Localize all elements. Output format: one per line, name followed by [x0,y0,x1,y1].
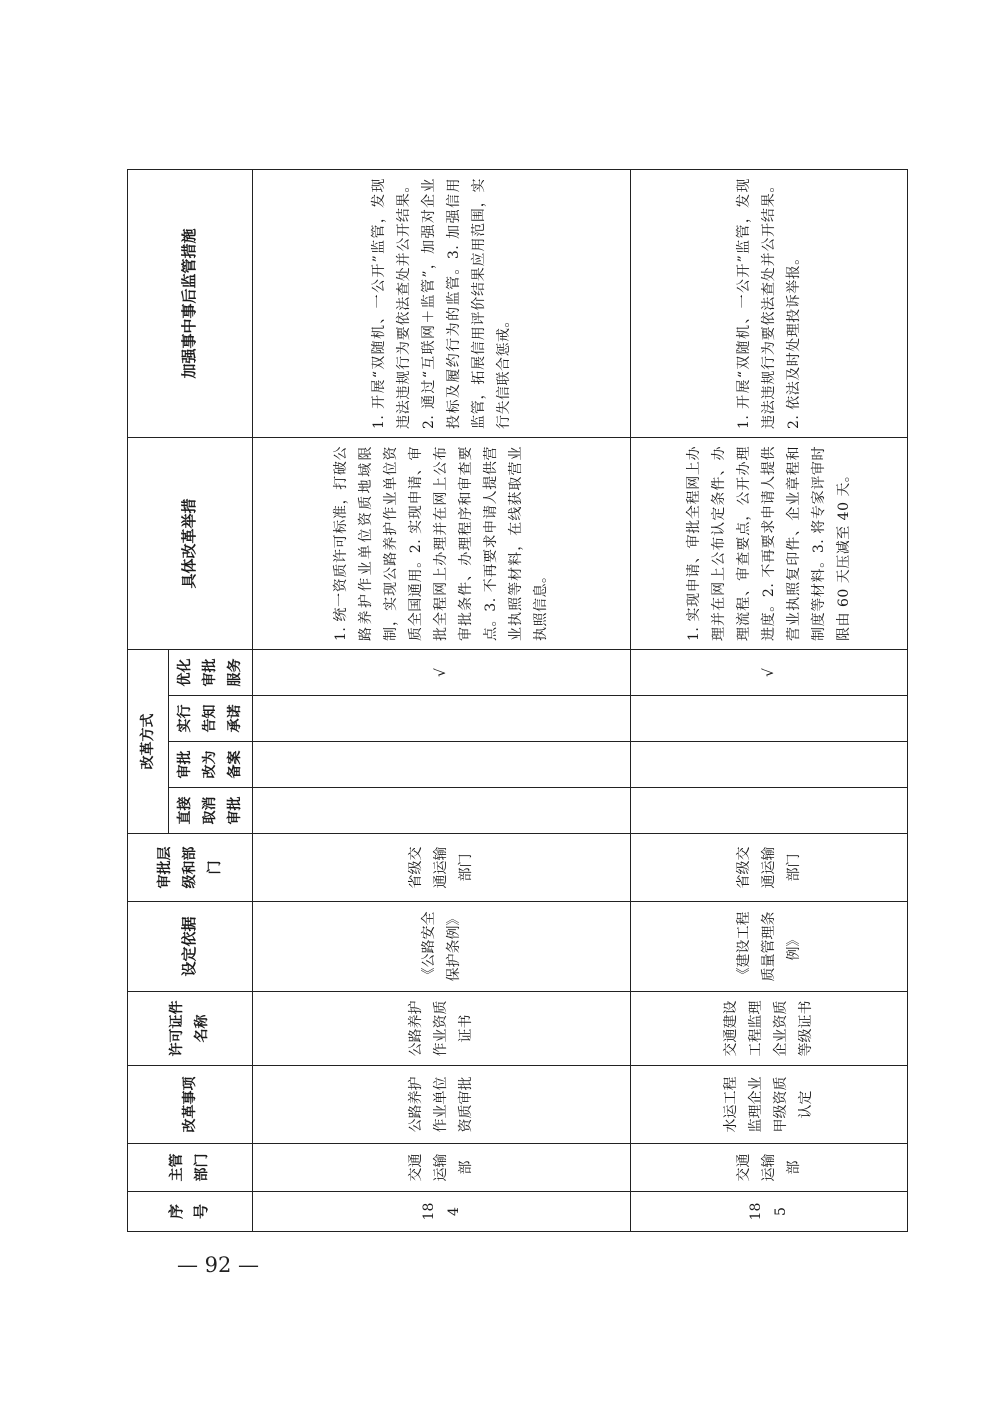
row-seq: 184 [253,1192,631,1232]
row-measures: 1. 实现申请、审批全程网上办理并在网上公布认定条件、办理流程、审查要点，公开办理进度。2. 不再要求申请人提供营业执照复印件、企业章程和制度等材料。3. 将专家评审时限由 60 天压减至 40 天。 [631,438,908,650]
header-level: 审批层级和部门 [128,834,253,902]
header-m1: 直接取消审批 [169,788,253,834]
row-supervision: 1. 开展“双随机、一公开”监管，发现违法违规行为要依法查处并公开结果。2. 依法及时处理投诉举报。 [631,170,908,438]
row-basis: 《公路安全保护条例》 [253,902,631,992]
row-level: 省级交通运输部门 [253,834,631,902]
header-m2: 审批改为备案 [169,742,253,788]
header-measures: 具体改革举措 [128,438,253,650]
header-seq: 序号 [128,1192,253,1232]
row-measures: 1. 统一资质许可标准，打破公路养护作业单位资质地域限制，实现公路养护作业单位资质全国通用。2. 实现申请、审批全程网上办理并在网上公布审批条件、办理程序和审查要点。3. 不再要求申请人提供营业执照等材料，在线获取营业执照信息。 [253,438,631,650]
row-level: 省级交通运输部门 [631,834,908,902]
row-m2 [253,742,631,788]
row-license: 交通建设工程监理企业资质等级证书 [631,992,908,1066]
row-dept: 交通运输部 [631,1144,908,1192]
header-row-top [128,170,169,1232]
header-m4: 优化审批服务 [169,650,253,696]
row-m4-check: √ [631,650,908,696]
reform-table [127,169,908,1232]
header-item: 改革事项 [128,1066,253,1144]
header-basis: 设定依据 [128,902,253,992]
row-item: 公路养护作业单位资质审批 [253,1066,631,1144]
header-dept: 主管部门 [128,1144,253,1192]
row-m3 [253,696,631,742]
rotated-table-page [127,170,865,1232]
row-dept: 交通运输部 [253,1144,631,1192]
row-m2 [631,742,908,788]
header-m3: 实行告知承诺 [169,696,253,742]
row-m3 [631,696,908,742]
row-m1 [631,788,908,834]
row-m1 [253,788,631,834]
table-row [253,170,631,1232]
row-license: 公路养护作业资质证书 [253,992,631,1066]
header-supervision: 加强事中事后监管措施 [128,170,253,438]
row-basis: 《建设工程质量管理条例》 [631,902,908,992]
header-license: 许可证件名称 [128,992,253,1066]
row-m4-check: √ [253,650,631,696]
page-number: — 92 — [176,1253,260,1277]
row-supervision: 1. 开展“双随机、一公开”监管，发现违法违规行为要依法查处并公开结果。2. 通过“互联网＋监管”，加强对企业投标及履约行为的监管。3. 加强信用监管，拓展信用评价结果应用范围，实行失信联合惩戒。 [253,170,631,438]
row-item: 水运工程监理企业甲级资质认定 [631,1066,908,1144]
row-seq: 185 [631,1192,908,1232]
header-method-group: 改革方式 [128,650,169,834]
table-row [631,170,908,1232]
